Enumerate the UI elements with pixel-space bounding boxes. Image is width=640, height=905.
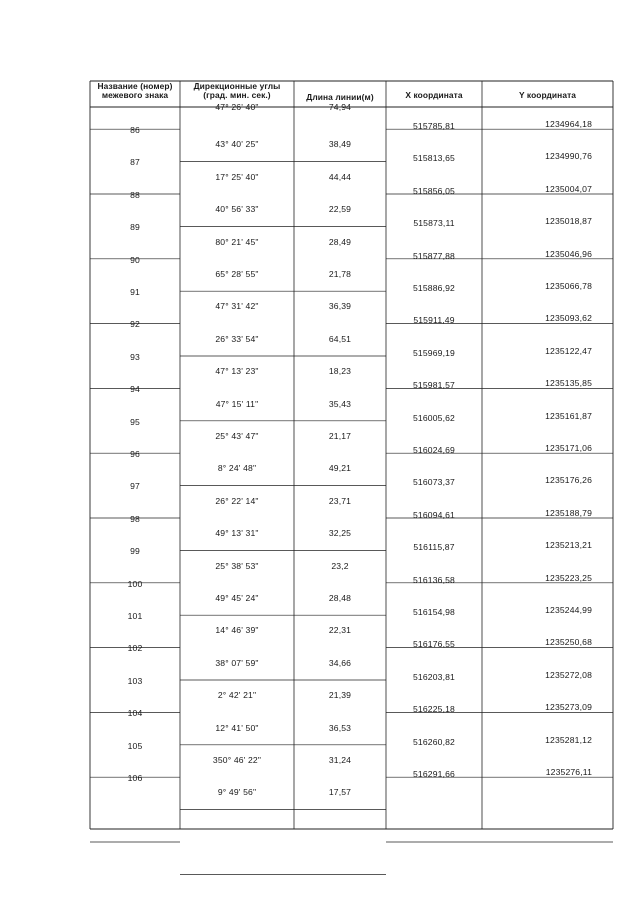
point-x-coordinate: 516176,55 xyxy=(413,639,455,650)
point-y-coordinate: 1235066,78 xyxy=(545,281,592,291)
segment-length: 21,39 xyxy=(328,690,352,701)
point-name: 105 xyxy=(127,740,143,751)
segment-angle: 9° 49' 56" xyxy=(217,787,257,798)
header-name-line1: Название (номер) xyxy=(97,81,173,91)
point-name: 89 xyxy=(130,222,140,233)
segment-angle: 26° 33' 54" xyxy=(215,333,259,344)
segment-angle: 43° 40' 25" xyxy=(215,139,259,150)
point-y-coordinate: 1235171,06 xyxy=(545,443,592,453)
point-y-coordinate: 1235244,99 xyxy=(545,605,592,615)
segment-length: 32,25 xyxy=(328,528,352,539)
segment-angle: 65° 28' 55" xyxy=(215,269,259,279)
segment-length: 74,94 xyxy=(328,102,352,112)
header-angle xyxy=(180,82,294,100)
segment-length: 22,31 xyxy=(328,625,352,636)
point-name: 100 xyxy=(127,578,143,589)
point-y-coordinate: 1235135,85 xyxy=(545,378,592,389)
point-name: 92 xyxy=(130,319,140,330)
point-x-coordinate: 516115,87 xyxy=(413,542,455,553)
point-x-coordinate: 515785,81 xyxy=(413,121,455,131)
point-y-coordinate: 1235273,09 xyxy=(545,702,592,713)
point-y-coordinate: 1235161,87 xyxy=(545,410,592,421)
point-y-coordinate: 1235250,68 xyxy=(545,637,592,648)
point-x-coordinate: 515856,05 xyxy=(413,185,455,196)
point-y-coordinate: 1234990,76 xyxy=(545,151,592,162)
point-x-coordinate: 515873,11 xyxy=(413,218,455,229)
point-x-coordinate: 516094,61 xyxy=(413,509,455,520)
point-x-coordinate: 515877,88 xyxy=(413,250,455,261)
point-name: 87 xyxy=(130,157,140,168)
segment-angle: 14° 46' 39" xyxy=(215,625,259,636)
point-y-coordinate: 1235093,62 xyxy=(545,313,592,324)
point-y-coordinate: 1235004,07 xyxy=(545,183,592,194)
segment-angle: 47° 13' 23" xyxy=(215,366,259,377)
point-x-coordinate: 515969,19 xyxy=(413,347,455,358)
point-y-coordinate: 1235276,11 xyxy=(545,767,592,777)
segment-length: 18,23 xyxy=(328,366,352,377)
point-y-coordinate: 1234964,18 xyxy=(545,119,592,129)
header-y: Y координата xyxy=(518,90,577,100)
point-x-coordinate: 515813,65 xyxy=(413,153,455,164)
segment-length: 23,71 xyxy=(328,495,352,506)
point-name: 106 xyxy=(127,773,143,783)
segment-angle: 47° 26' 40" xyxy=(215,102,259,112)
point-y-coordinate: 1235223,25 xyxy=(545,572,592,583)
point-x-coordinate: 516005,62 xyxy=(413,412,455,423)
segment-angle: 25° 43' 47" xyxy=(215,431,259,441)
segment-length: 36,53 xyxy=(328,722,352,733)
segment-angle: 350° 46' 22" xyxy=(212,755,262,765)
segment-length: 31,24 xyxy=(328,755,352,765)
header-length: Длина линии(м) xyxy=(306,92,374,102)
point-name: 99 xyxy=(130,546,140,557)
segment-angle: 38° 07' 59" xyxy=(215,657,259,668)
point-x-coordinate: 516203,81 xyxy=(413,671,455,682)
point-name: 95 xyxy=(130,416,140,427)
point-name: 101 xyxy=(127,611,143,621)
point-x-coordinate: 516073,37 xyxy=(413,477,455,488)
segment-length: 36,39 xyxy=(328,301,352,312)
segment-angle: 40° 56' 33" xyxy=(215,204,259,215)
boundary-coordinates-table xyxy=(90,81,613,829)
point-name: 91 xyxy=(130,287,140,297)
point-y-coordinate: 1235188,79 xyxy=(545,507,592,518)
point-name: 102 xyxy=(127,643,143,654)
header-name-line2: межевого знака xyxy=(101,90,169,100)
point-x-coordinate: 516136,58 xyxy=(413,574,455,585)
header-name xyxy=(90,82,180,100)
segment-angle: 25° 38' 53" xyxy=(215,560,259,571)
point-x-coordinate: 516260,82 xyxy=(413,736,455,747)
header-x: X координата xyxy=(405,90,463,100)
segment-length: 49,21 xyxy=(328,463,352,474)
segment-angle: 49° 13' 31" xyxy=(215,528,259,539)
segment-angle: 80° 21' 45" xyxy=(215,236,259,247)
segment-length: 64,51 xyxy=(328,333,352,344)
point-y-coordinate: 1235176,26 xyxy=(545,475,592,486)
point-y-coordinate: 1235122,47 xyxy=(545,345,592,356)
segment-length: 28,48 xyxy=(328,593,352,603)
point-x-coordinate: 515981,57 xyxy=(413,380,455,391)
point-name: 88 xyxy=(130,189,140,200)
header-angle-line1: Дирекционные углы xyxy=(193,81,281,91)
point-y-coordinate: 1235272,08 xyxy=(545,669,592,680)
point-name: 90 xyxy=(130,254,140,265)
segment-angle: 49° 45' 24" xyxy=(215,593,259,603)
segment-length: 22,59 xyxy=(328,204,352,215)
point-y-coordinate: 1235046,96 xyxy=(545,248,592,259)
segment-angle: 12° 41' 50" xyxy=(215,722,259,733)
segment-length: 34,66 xyxy=(328,657,352,668)
point-y-coordinate: 1235018,87 xyxy=(545,216,592,227)
segment-length: 38,49 xyxy=(328,139,352,150)
point-name: 98 xyxy=(130,513,140,524)
point-name: 86 xyxy=(130,125,140,135)
segment-length: 17,57 xyxy=(328,787,352,798)
segment-angle: 8° 24' 48" xyxy=(217,463,257,474)
point-x-coordinate: 516154,98 xyxy=(413,607,455,617)
segment-length: 21,78 xyxy=(328,269,352,279)
segment-angle: 17° 25' 40" xyxy=(215,171,259,182)
segment-length: 28,49 xyxy=(328,236,352,247)
point-name: 93 xyxy=(130,351,140,362)
point-x-coordinate: 515886,92 xyxy=(413,283,455,293)
point-y-coordinate: 1235213,21 xyxy=(545,540,592,551)
segment-length: 44,44 xyxy=(328,171,352,182)
point-x-coordinate: 516225,18 xyxy=(413,704,455,715)
point-name: 97 xyxy=(130,481,140,492)
point-x-coordinate: 516291,66 xyxy=(413,769,455,779)
point-name: 96 xyxy=(130,449,140,459)
point-x-coordinate: 516024,69 xyxy=(413,445,455,455)
segment-length: 23,2 xyxy=(331,560,349,571)
header-angle-line2: (град. мин. сек.) xyxy=(203,90,271,100)
point-name: 103 xyxy=(127,675,143,686)
point-name: 104 xyxy=(127,708,143,719)
point-name: 94 xyxy=(130,384,140,395)
segment-length: 21,17 xyxy=(328,431,352,441)
segment-angle: 47° 31' 42" xyxy=(215,301,259,312)
point-y-coordinate: 1235281,12 xyxy=(545,734,592,745)
point-x-coordinate: 515911,49 xyxy=(413,315,455,326)
segment-angle: 47° 15' 11" xyxy=(215,398,259,409)
segment-angle: 26° 22' 14" xyxy=(215,495,259,506)
segment-angle: 2° 42' 21" xyxy=(217,690,257,701)
segment-length: 35,43 xyxy=(328,398,352,409)
